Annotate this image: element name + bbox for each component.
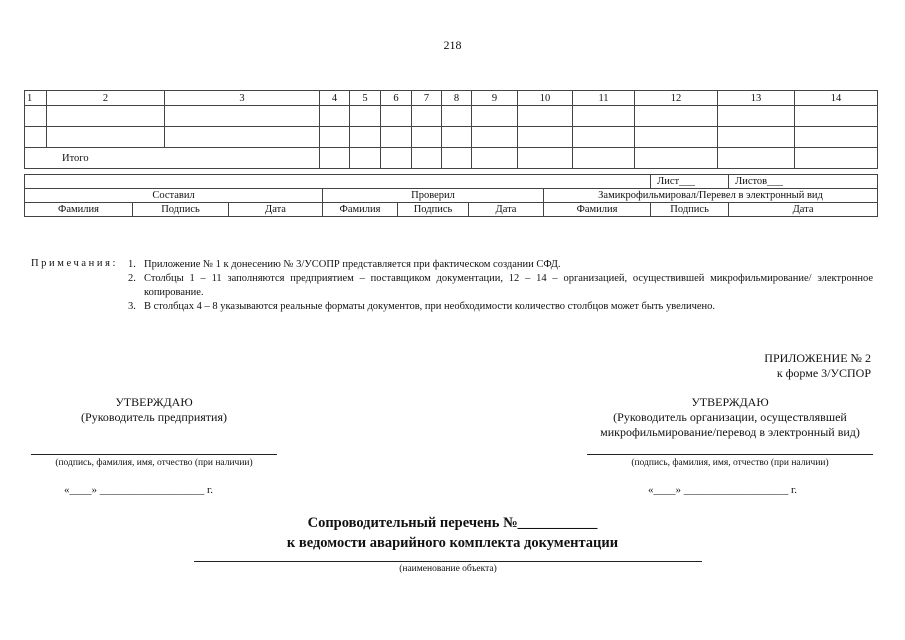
approve-date: «____» ___________________ г.: [64, 484, 214, 496]
signature-line: [31, 454, 277, 455]
column-header: 9: [472, 91, 518, 106]
compiled-label: Составил: [25, 189, 323, 203]
signature-table: [24, 174, 878, 217]
signature-label: Подпись: [398, 203, 469, 217]
signature-line: [587, 454, 873, 455]
sheets-label: Листов___: [729, 175, 878, 189]
note-number: 3.: [128, 301, 136, 312]
notes-list: [128, 258, 873, 314]
signature-caption: (подпись, фамилия, имя, отчество (при наличии): [55, 458, 253, 468]
note-number: 2.: [128, 273, 136, 284]
checked-label: Проверил: [323, 189, 544, 203]
total-label: Итого: [25, 148, 320, 169]
note-text: Приложение № 1 к донесению № 3/УСОПР представляется при фактическом создании СФД.: [144, 259, 561, 270]
column-header: 13: [718, 91, 795, 106]
date-label: Дата: [469, 203, 544, 217]
total-row: [25, 148, 878, 169]
date-label: Дата: [229, 203, 323, 217]
approve-left: [34, 395, 274, 425]
column-header: 5: [350, 91, 381, 106]
document-title-line: к ведомости аварийного комплекта документации: [286, 535, 619, 551]
appendix-form: к форме 3/УСПОР: [776, 366, 871, 380]
column-header: 11: [573, 91, 635, 106]
signature-caption: (подпись, фамилия, имя, отчество (при наличии): [631, 458, 829, 468]
signature-label: Подпись: [133, 203, 229, 217]
surname-label: Фамилия: [544, 203, 651, 217]
note-number: 1.: [128, 259, 136, 270]
column-header: 8: [442, 91, 472, 106]
documents-table: [24, 90, 878, 169]
approve-subtitle: (Руководитель предприятия): [81, 410, 227, 424]
approve-subtitle: (Руководитель организации, осуществлявшей: [613, 410, 847, 424]
note-item: [128, 258, 873, 272]
approve-title: УТВЕРЖДАЮ: [115, 395, 193, 409]
document-title: [0, 513, 905, 553]
note-text: Столбцы 1 – 11 заполняются предприятием – поставщиком документации, 12 – 14 – организацией, осуществившей микрофильмирование/ электронное копирование.: [144, 273, 873, 298]
fields-row: [25, 203, 878, 217]
appendix-header: [764, 351, 871, 381]
sheet-row: [25, 175, 878, 189]
document-title-line: Сопроводительный перечень №___________: [307, 515, 598, 531]
column-header: 7: [412, 91, 442, 106]
column-header: 10: [518, 91, 573, 106]
column-header: 6: [381, 91, 412, 106]
appendix-title: ПРИЛОЖЕНИЕ № 2: [764, 351, 871, 365]
approve-date: «____» ___________________ г.: [648, 484, 798, 496]
table-row: [25, 106, 878, 127]
column-header: 4: [320, 91, 350, 106]
table-header-row: [25, 91, 878, 106]
microfilmed-label: Замикрофильмировал/Перевел в электронный вид: [544, 189, 878, 203]
table-row: [25, 127, 878, 148]
object-caption: (наименование объекта): [399, 564, 497, 574]
note-text: В столбцах 4 – 8 указываются реальные форматы документов, при необходимости количество столбцов может быть увеличено.: [144, 301, 716, 312]
column-header: 14: [795, 91, 878, 106]
date-label: Дата: [729, 203, 878, 217]
approve-subtitle: микрофильмирование/перевод в электронный вид): [600, 425, 860, 439]
sheet-label: Лист___: [651, 175, 729, 189]
column-header: 2: [47, 91, 165, 106]
column-header: 1: [25, 91, 47, 106]
roles-row: [25, 189, 878, 203]
approve-title: УТВЕРЖДАЮ: [691, 395, 769, 409]
signature-label: Подпись: [651, 203, 729, 217]
surname-label: Фамилия: [323, 203, 398, 217]
notes-label: Примечания:: [31, 258, 119, 269]
object-line: [194, 561, 702, 562]
column-header: 3: [165, 91, 320, 106]
column-header: 12: [635, 91, 718, 106]
note-item: [128, 272, 873, 300]
approve-right: [585, 395, 875, 440]
page-number: 218: [443, 38, 462, 52]
surname-label: Фамилия: [25, 203, 133, 217]
note-item: [128, 300, 873, 314]
